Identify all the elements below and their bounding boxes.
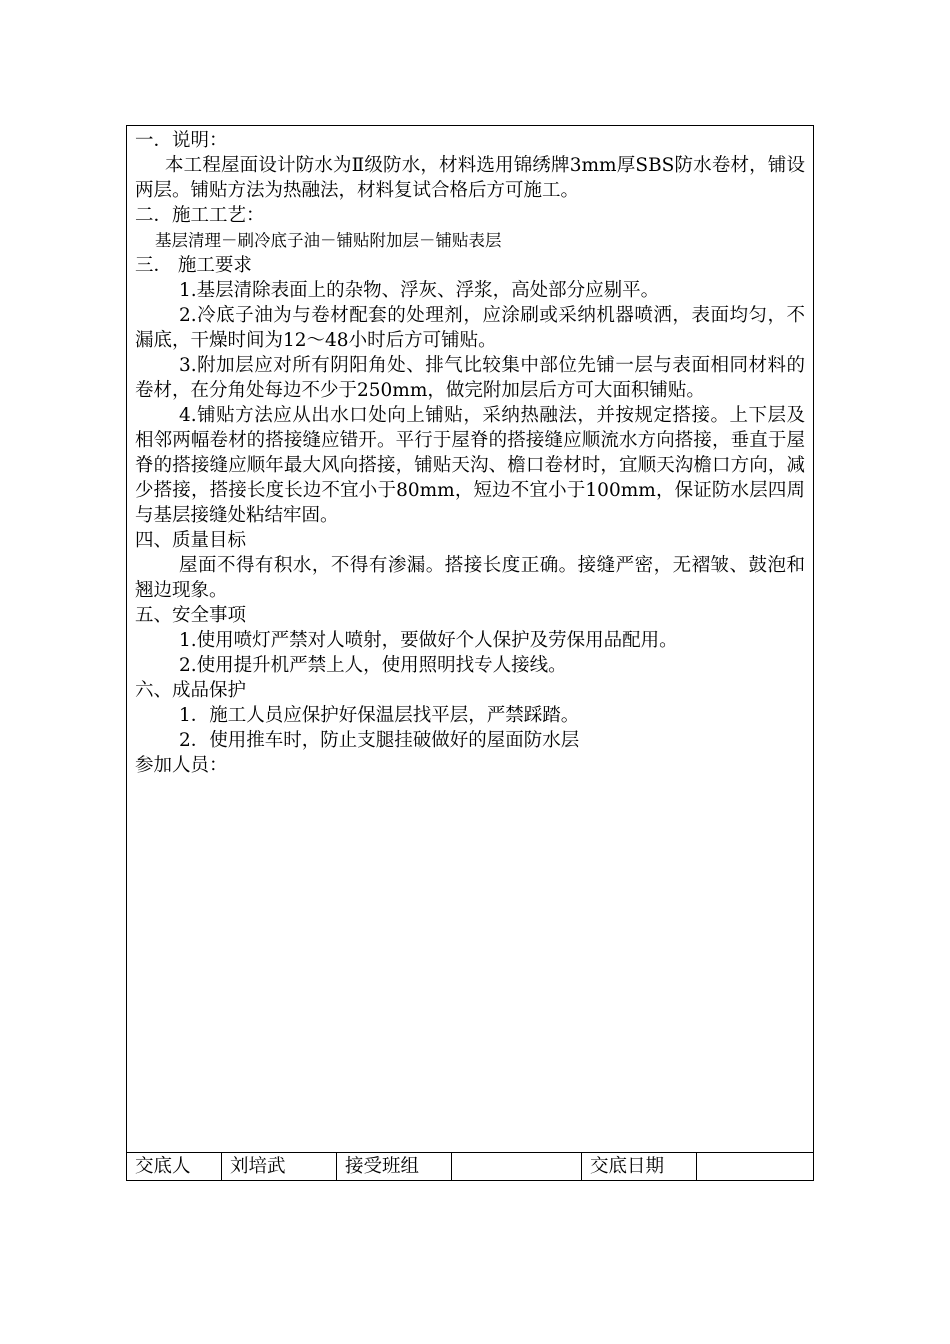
form-content [135,128,805,778]
date-label: 交底日期 [582,1153,697,1180]
section-1-body: 本工程屋面设计防水为Ⅱ级防水，材料选用锦绣牌3mm厚SBS防水卷材，铺设两层。铺贴方法为热融法，材料复试合格后方可施工。 [135,155,805,201]
protection-item: 1．施工人员应保护好保温层找平层，严禁踩踏。 [179,705,580,726]
disclosure-form [126,125,814,1181]
team-field[interactable] [452,1153,582,1180]
participants-label: 参加人员： [135,755,228,776]
section-3-title: 三． 施工要求 [135,255,252,276]
requirement-item: 3.附加层应对所有阴阳角处、排气比较集中部位先铺一层与表面相同材料的卷材，在分角处每边不少于250mm，做完附加层后方可大面积铺贴。 [135,355,805,401]
team-label: 接受班组 [337,1153,452,1180]
section-5-title: 五、安全事项 [135,605,247,626]
date-field[interactable] [697,1153,813,1180]
signature-row [127,1152,813,1180]
presenter-label: 交底人 [127,1153,222,1180]
section-1-title: 一．说明： [135,130,228,151]
requirement-item: 1.基层清除表面上的杂物、浮灰、浮浆，高处部分应剔平。 [179,280,660,301]
protection-item: 2．使用推车时，防止支腿挂破做好的屋面防水层 [179,730,580,751]
section-4-body: 屋面不得有积水，不得有渗漏。搭接长度正确。接缝严密，无褶皱、鼓泡和翘边现象。 [135,555,805,601]
requirement-item: 2.冷底子油为与卷材配套的处理剂，应涂刷或采纳机器喷洒，表面均匀，不漏底，干燥时间为12～48小时后方可铺贴。 [135,305,805,351]
safety-item: 2.使用提升机严禁上人，使用照明找专人接线。 [179,655,567,676]
safety-item: 1.使用喷灯严禁对人喷射，要做好个人保护及劳保用品配用。 [179,630,678,651]
requirement-item: 4.铺贴方法应从出水口处向上铺贴，采纳热融法，并按规定搭接。上下层及相邻两幅卷材的搭接缝应错开。平行于屋脊的搭接缝应顺流水方向搭接，垂直于屋脊的搭接缝应顺年最大风向搭接，铺贴天沟、檐口卷材时，宜顺天沟檐口方向，减少搭接，搭接长度长边不宜小于80mm，短边不宜小于100mm，保证防水层四周与基层接缝处粘结牢固。 [135,405,805,526]
section-2-title: 二．施工工艺： [135,205,265,226]
section-4-title: 四、质量目标 [135,530,247,551]
presenter-name: 刘培武 [222,1153,337,1180]
section-6-title: 六、成品保护 [135,680,247,701]
section-2-body: 基层清理－刷冷底子油－铺贴附加层－铺贴表层 [155,231,502,250]
